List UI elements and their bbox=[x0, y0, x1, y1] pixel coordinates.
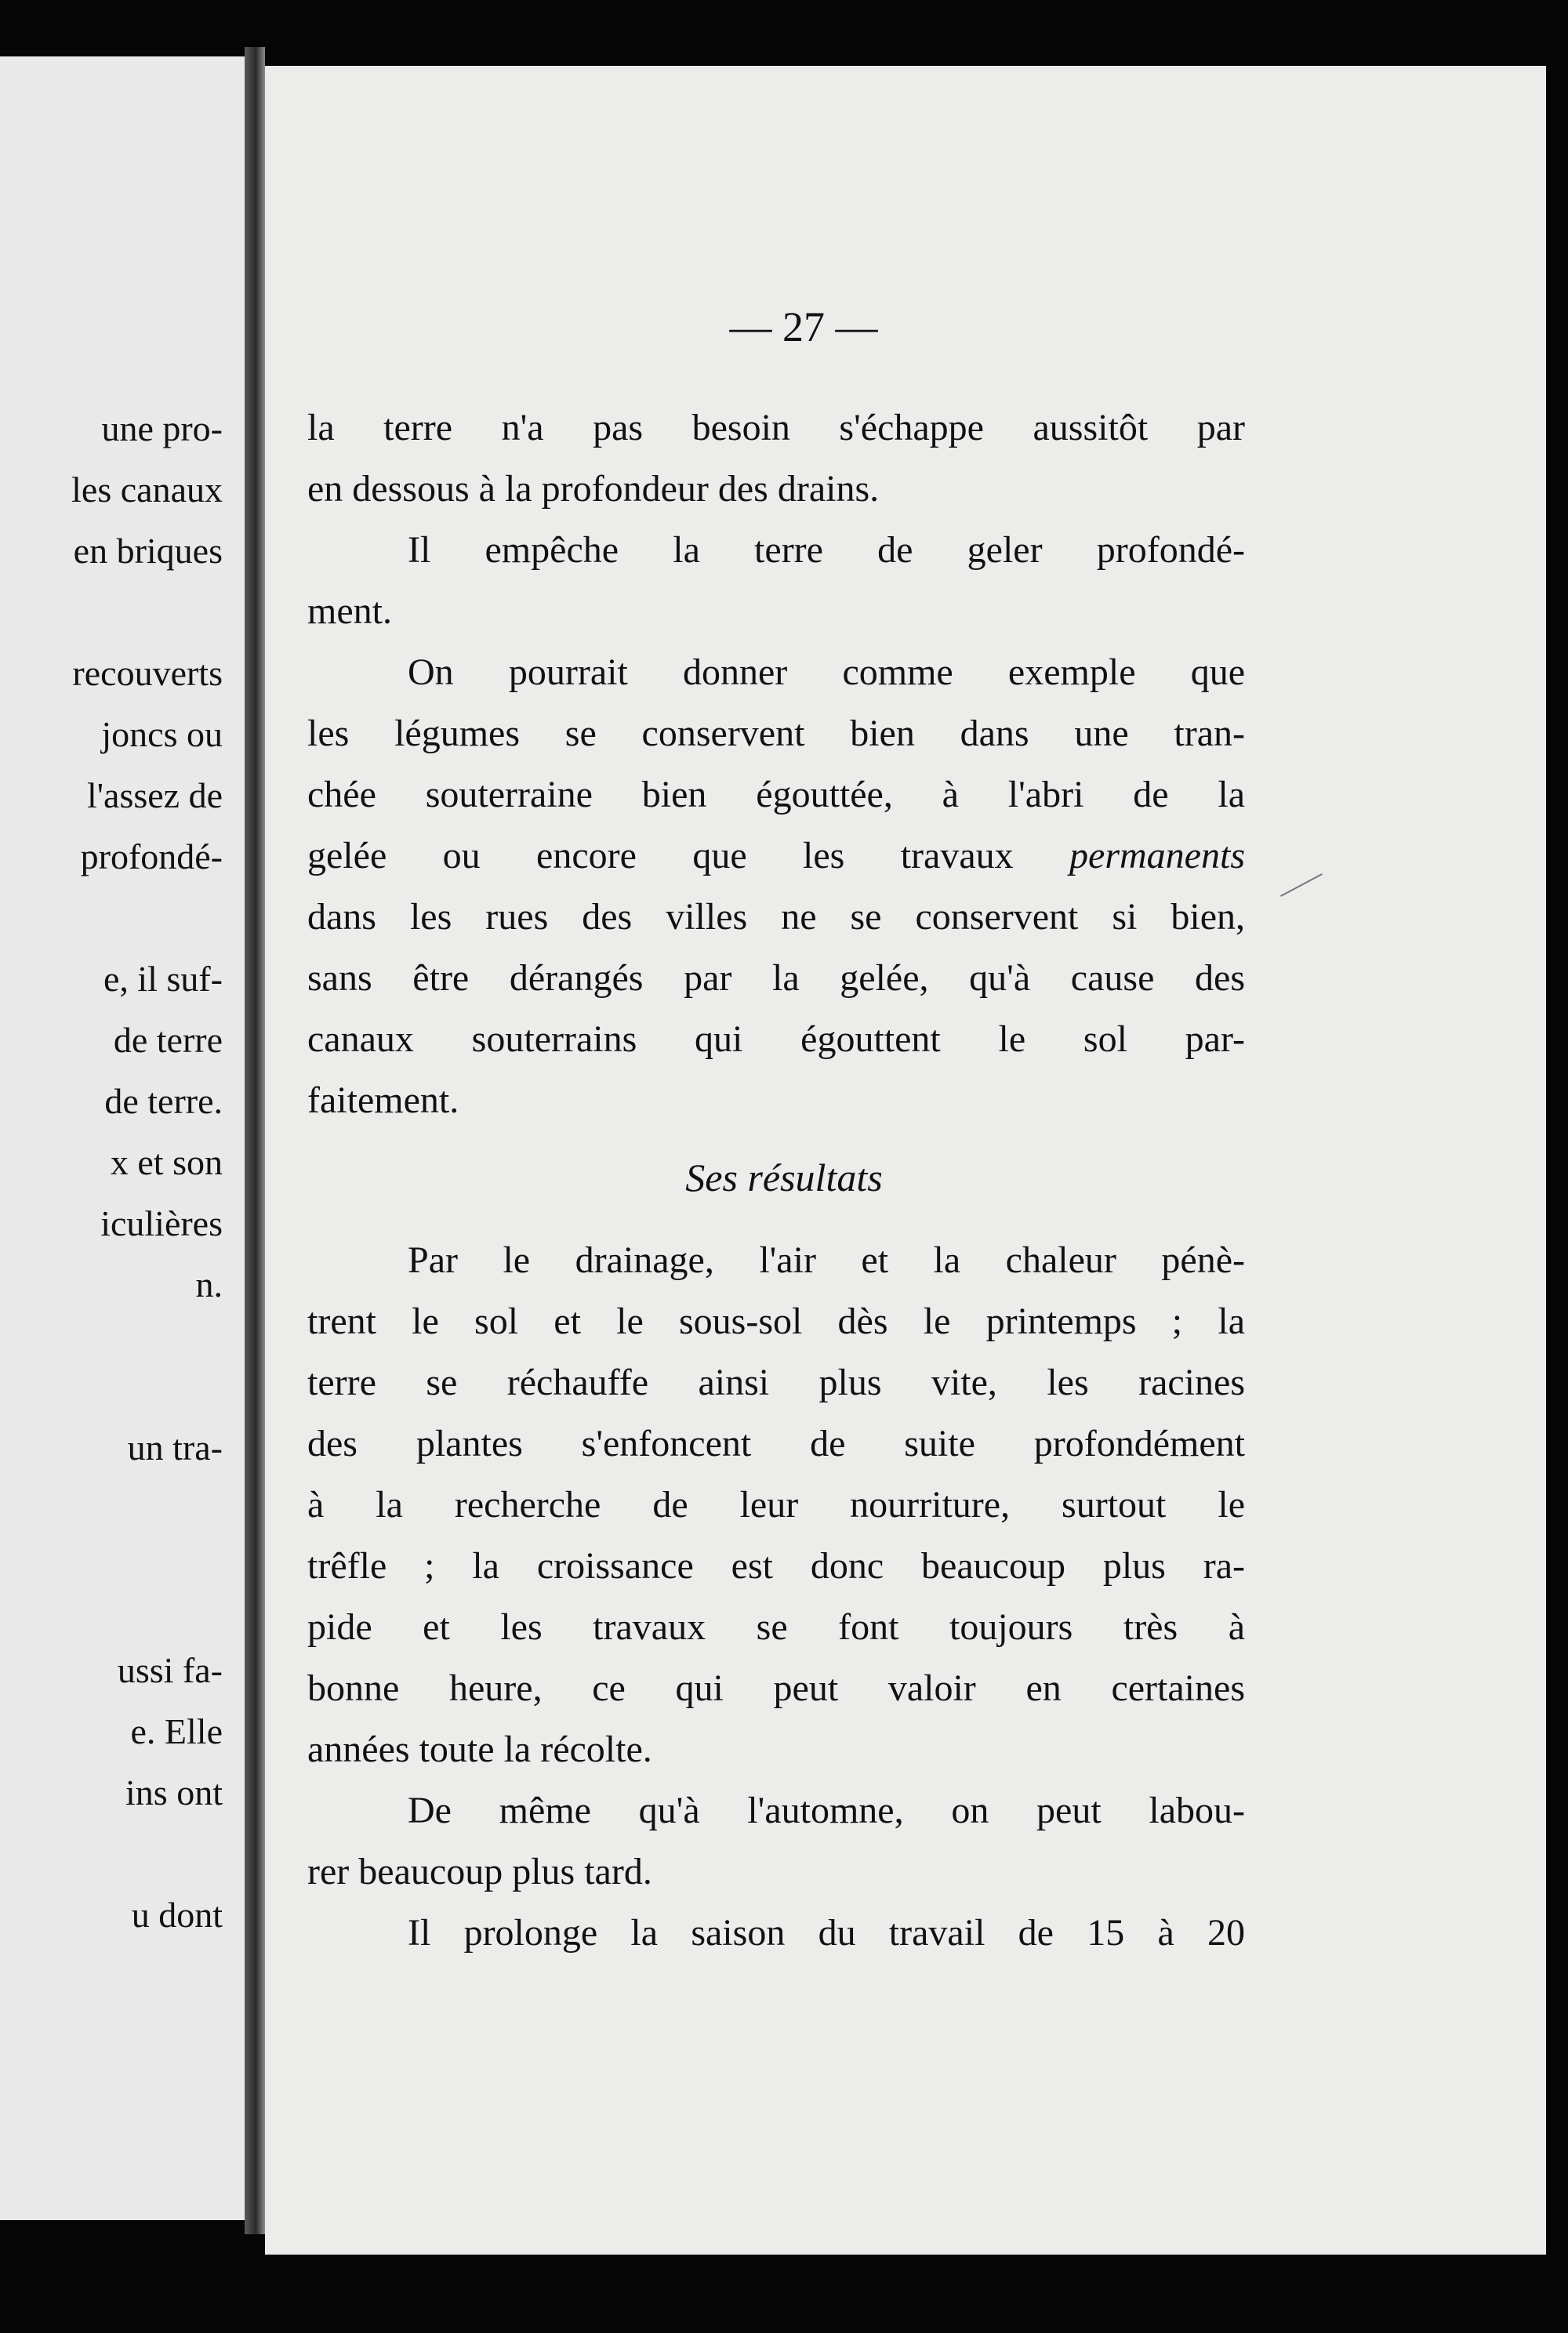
page-number: — 27 — bbox=[729, 303, 878, 350]
text-line: les légumes se conservent bien dans une tran- bbox=[307, 713, 1245, 754]
text-line: dans les rues des villes ne se conservent si bien, bbox=[307, 896, 1245, 938]
text-line: On pourrait donner comme exemple que bbox=[408, 651, 1245, 693]
left-page-line: une pro- bbox=[101, 408, 223, 448]
text-line: Par le drainage, l'air et la chaleur pénè- bbox=[408, 1239, 1245, 1281]
text-line: années toute la récolte. bbox=[307, 1729, 652, 1770]
text-line: à la recherche de leur nourriture, surtout le bbox=[307, 1484, 1245, 1526]
left-page-line: iculières bbox=[100, 1203, 223, 1243]
left-page-line: profondé- bbox=[80, 836, 223, 876]
text-line: pide et les travaux se font toujours très à bbox=[307, 1606, 1245, 1648]
text-line: Il prolonge la saison du travail de 15 à 20 bbox=[408, 1912, 1245, 1954]
left-page-line: en briques bbox=[73, 531, 223, 571]
book-spine-shadow bbox=[245, 47, 265, 2234]
left-page-line: joncs ou bbox=[101, 714, 223, 754]
text-line: faitement. bbox=[307, 1079, 459, 1121]
text-line: chée souterraine bien égouttée, à l'abri de la bbox=[307, 774, 1245, 815]
text-line: trêfle ; la croissance est donc beaucoup plus ra- bbox=[307, 1545, 1245, 1587]
text-line: en dessous à la profondeur des drains. bbox=[307, 468, 880, 510]
text-line: Il empêche la terre de geler profondé- bbox=[408, 529, 1245, 571]
left-page-line: l'assez de bbox=[86, 775, 223, 815]
left-page-line: recouverts bbox=[72, 653, 223, 693]
left-page-line: un tra- bbox=[127, 1428, 223, 1468]
left-page-line: les canaux bbox=[71, 470, 223, 510]
left-page-line: de terre bbox=[113, 1020, 223, 1060]
text-line: la terre n'a pas besoin s'échappe aussitôt par bbox=[307, 407, 1245, 448]
section-heading: Ses résultats bbox=[685, 1156, 883, 1199]
left-page-line: e, il suf- bbox=[103, 959, 223, 999]
text-line: canaux souterrains qui égouttent le sol par- bbox=[307, 1018, 1245, 1060]
left-page-line: x et son bbox=[110, 1142, 223, 1182]
text-line: bonne heure, ce qui peut valoir en certaines bbox=[307, 1667, 1245, 1709]
previous-page-fragment bbox=[0, 56, 245, 2220]
text-line bbox=[307, 837, 1245, 875]
text-line: des plantes s'enfoncent de suite profondément bbox=[307, 1423, 1245, 1464]
text-line: rer beaucoup plus tard. bbox=[307, 1851, 652, 1892]
left-page-line: ins ont bbox=[125, 1772, 223, 1812]
text-line: De même qu'à l'automne, on peut labou- bbox=[408, 1790, 1245, 1831]
left-page-line: ussi fa- bbox=[117, 1650, 223, 1690]
text-line: terre se réchauffe ainsi plus vite, les racines bbox=[307, 1362, 1245, 1403]
italic-word: permanents bbox=[1069, 835, 1245, 876]
left-page-line: e. Elle bbox=[130, 1711, 223, 1751]
left-page-line: n. bbox=[195, 1264, 223, 1304]
text-line: trent le sol et le sous-sol dès le printemps ; la bbox=[307, 1301, 1245, 1342]
text-line: ment. bbox=[307, 590, 392, 632]
text-line-start: gelée ou encore que les travaux bbox=[307, 835, 1070, 876]
text-line: sans être dérangés par la gelée, qu'à cause des bbox=[307, 957, 1245, 999]
left-page-line: de terre. bbox=[104, 1081, 223, 1121]
left-page-line: u dont bbox=[131, 1895, 223, 1935]
